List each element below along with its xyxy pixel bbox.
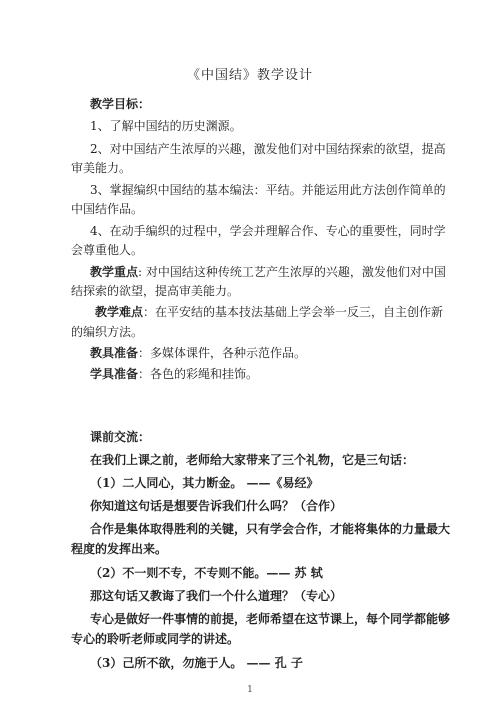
goal-2-line-1: 2、对中国结产生浓厚的兴趣，激发他们对中国结探索的欲望，提高 — [90, 142, 446, 156]
intro-paragraph-3-line-2: 程度的发挥出来。 — [71, 542, 168, 556]
student-tools-line — [90, 366, 462, 382]
page-number: 1 — [247, 685, 253, 695]
intro-paragraph-2: 你知道这句话是想要告诉我们什么吗？（合作） — [90, 499, 343, 513]
tools-text: ：多媒体课件，各种示范作品。 — [138, 346, 307, 360]
key-point-line-1 — [90, 264, 462, 280]
goals-heading: 教学目标： — [90, 97, 151, 111]
intro-paragraph-4: 那这句话又教诲了我们一个什么道理？（专心） — [90, 589, 343, 603]
intro-paragraph-3-line-1: 合作是集体取得胜利的关键，只有学会合作，才能将集体的力量最大 — [90, 522, 451, 536]
intro-paragraph-5-line-2: 专心的聆听老师或同学的讲述。 — [71, 632, 240, 646]
goal-4-line-1: 4、在动手编织的过程中，学会并理解合作、专心的重要性，同时学 — [90, 224, 446, 238]
key-point-text: : 对中国结这种传统工艺产生浓厚的兴趣，激发他们对中国 — [138, 265, 446, 279]
document-title: 《中国结》教学设计 — [186, 68, 313, 83]
student-tools-label: 学具准备 — [90, 367, 139, 381]
quote-1: （1）二人同心，其力断金。 ——《易经》 — [90, 476, 319, 490]
quote-2: （2）不一则不专，不专则不能。—— 苏 轼 — [90, 566, 323, 580]
difficulty-line-1 — [95, 304, 467, 320]
goal-3-line-1: 3、掌握编织中国结的基本编法：平结。并能运用此方法创作简单的 — [90, 183, 446, 197]
tools-label: 教具准备 — [90, 346, 139, 360]
difficulty-line-2: 的编织方法。 — [71, 325, 144, 339]
quote-3: （3）己所不欲，勿施于人。 —— 孔 子 — [90, 656, 303, 670]
difficulty-text: ：在平安结的基本技法基础上学会举一反三，自主创作新 — [143, 305, 444, 319]
goal-4-line-2: 会尊重他人。 — [71, 243, 144, 257]
goal-3-line-2: 中国结作品。 — [71, 202, 144, 216]
key-point-line-2: 结探索的欲望，提高审美能力。 — [71, 284, 240, 298]
intro-paragraph-1: 在我们上课之前，老师给大家带来了三个礼物，它是三句话： — [90, 453, 415, 467]
tools-line — [90, 345, 462, 361]
student-tools-text: ：各色的彩绳和挂饰。 — [138, 367, 259, 381]
intro-heading: 课前交流： — [90, 430, 151, 444]
goal-2-line-2: 审美能力。 — [71, 161, 132, 175]
difficulty-label: 教学难点 — [95, 305, 144, 319]
key-point-label: 教学重点 — [90, 265, 139, 279]
intro-paragraph-5-line-1: 专心是做好一件事情的前提，老师希望在这节课上，每个同学都能够 — [90, 612, 451, 626]
goal-1: 1、了解中国结的历史渊源。 — [90, 119, 242, 133]
